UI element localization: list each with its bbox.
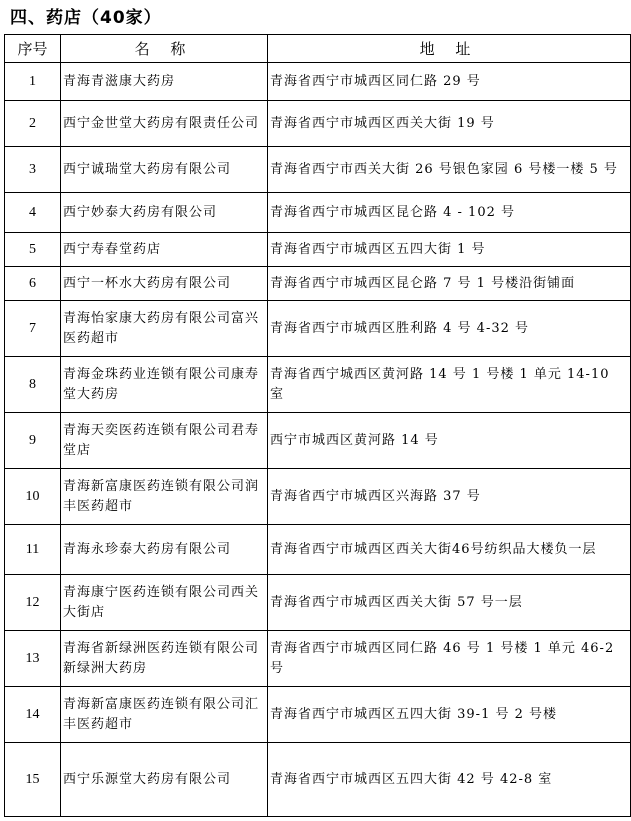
pharmacy-name: 青海新富康医药连锁有限公司润丰医药超市 (61, 469, 268, 525)
pharmacy-address: 青海省西宁市城西区西关大街46号纺织品大楼负一层 (268, 525, 631, 575)
header-address: 地 址 (268, 35, 631, 63)
pharmacy-name: 西宁诚瑞堂大药房有限公司 (61, 147, 268, 193)
row-number: 2 (5, 101, 61, 147)
row-number: 11 (5, 525, 61, 575)
pharmacy-address: 青海省西宁市城西区五四大街 39-1 号 2 号楼 (268, 687, 631, 743)
table-row (5, 147, 631, 193)
pharmacy-address: 青海省西宁市城西区同仁路 46 号 1 号楼 1 单元 46-2 号 (268, 631, 631, 687)
row-number: 1 (5, 63, 61, 101)
table-row (5, 413, 631, 469)
row-number: 7 (5, 301, 61, 357)
row-number: 15 (5, 743, 61, 817)
pharmacy-name: 青海康宁医药连锁有限公司西关大街店 (61, 575, 268, 631)
pharmacy-address: 青海省西宁市城西区五四大街 1 号 (268, 233, 631, 267)
row-number: 13 (5, 631, 61, 687)
table-row (5, 743, 631, 817)
table-row (5, 357, 631, 413)
header-no: 序号 (5, 35, 61, 63)
pharmacy-name: 西宁妙泰大药房有限公司 (61, 193, 268, 233)
row-number: 4 (5, 193, 61, 233)
pharmacy-name: 青海新富康医药连锁有限公司汇丰医药超市 (61, 687, 268, 743)
pharmacy-address: 青海省西宁市西关大街 26 号银色家园 6 号楼一楼 5 号 (268, 147, 631, 193)
pharmacy-address: 西宁市城西区黄河路 14 号 (268, 413, 631, 469)
table-row (5, 301, 631, 357)
row-number: 5 (5, 233, 61, 267)
table-row (5, 233, 631, 267)
pharmacy-address: 青海省西宁市城西区胜利路 4 号 4-32 号 (268, 301, 631, 357)
table-header-row (5, 35, 631, 63)
pharmacy-address: 青海省西宁市城西区昆仑路 7 号 1 号楼沿街铺面 (268, 267, 631, 301)
pharmacy-name: 青海青滋康大药房 (61, 63, 268, 101)
table-row (5, 101, 631, 147)
pharmacy-name: 青海永珍泰大药房有限公司 (61, 525, 268, 575)
table-row (5, 267, 631, 301)
pharmacy-address: 青海省西宁市城西区五四大街 42 号 42-8 室 (268, 743, 631, 817)
pharmacy-name: 西宁一杯水大药房有限公司 (61, 267, 268, 301)
pharmacy-address: 青海省西宁市城西区昆仑路 4 - 102 号 (268, 193, 631, 233)
header-name: 名 称 (61, 35, 268, 63)
pharmacy-name: 青海天奕医药连锁有限公司君寿堂店 (61, 413, 268, 469)
pharmacy-address: 青海省西宁市城西区西关大街 19 号 (268, 101, 631, 147)
row-number: 3 (5, 147, 61, 193)
row-number: 6 (5, 267, 61, 301)
pharmacy-name: 青海怡家康大药房有限公司富兴医药超市 (61, 301, 268, 357)
table-row (5, 525, 631, 575)
table-row (5, 687, 631, 743)
row-number: 8 (5, 357, 61, 413)
table-row (5, 631, 631, 687)
row-number: 10 (5, 469, 61, 525)
pharmacy-name: 青海省新绿洲医药连锁有限公司新绿洲大药房 (61, 631, 268, 687)
pharmacy-address: 青海省西宁市城西区同仁路 29 号 (268, 63, 631, 101)
section-title: 四、药店（40家） (10, 8, 162, 28)
pharmacy-name: 西宁寿春堂药店 (61, 233, 268, 267)
pharmacy-address: 青海省西宁市城西区西关大街 57 号一层 (268, 575, 631, 631)
row-number: 9 (5, 413, 61, 469)
row-number: 12 (5, 575, 61, 631)
table-row (5, 575, 631, 631)
pharmacy-address: 青海省西宁城西区黄河路 14 号 1 号楼 1 单元 14-10 室 (268, 357, 631, 413)
pharmacy-name: 西宁金世堂大药房有限责任公司 (61, 101, 268, 147)
row-number: 14 (5, 687, 61, 743)
pharmacy-address: 青海省西宁市城西区兴海路 37 号 (268, 469, 631, 525)
pharmacy-name: 青海金珠药业连锁有限公司康寿堂大药房 (61, 357, 268, 413)
table-row (5, 469, 631, 525)
table-row (5, 63, 631, 101)
pharmacy-name: 西宁乐源堂大药房有限公司 (61, 743, 268, 817)
table-row (5, 193, 631, 233)
pharmacy-table (4, 34, 631, 817)
